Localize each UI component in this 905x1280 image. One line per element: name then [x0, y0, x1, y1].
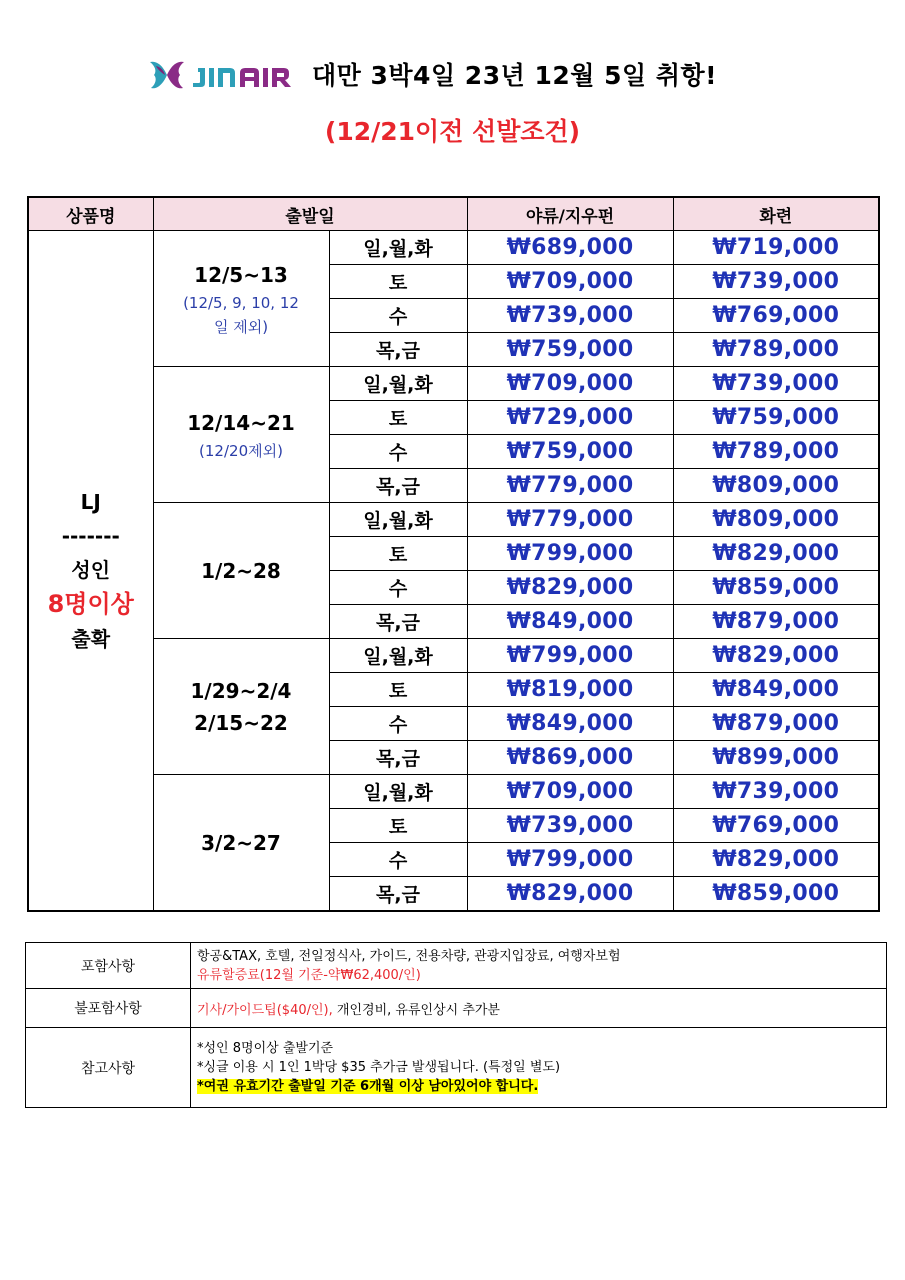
day-cell: 토 — [329, 537, 467, 571]
table-row — [28, 775, 879, 809]
table-row — [28, 639, 879, 673]
period-label: 1/29~2/4 — [190, 678, 292, 703]
period-label: 12/5~13 — [194, 262, 288, 287]
col-header-yehliu: 야류/지우펀 — [467, 197, 673, 231]
included-line-1: 항공&TAX, 호텔, 전일정식사, 가이드, 전용차량, 관광지입장료, 여행자보험 — [197, 948, 621, 964]
day-cell: 일,월,화 — [329, 775, 467, 809]
period-note: (12/5, 9, 10, 12일 제외) — [183, 293, 299, 336]
product-cell — [28, 231, 153, 912]
period-cell — [153, 775, 329, 912]
day-cell: 목,금 — [329, 877, 467, 912]
price-hualien: ₩769,000 — [673, 809, 879, 843]
product-min-pax: 8명이상 — [47, 590, 134, 618]
price-hualien: ₩829,000 — [673, 537, 879, 571]
period-label: 12/14~21 — [187, 410, 295, 435]
price-yehliu: ₩849,000 — [467, 605, 673, 639]
excluded-content — [191, 989, 887, 1028]
day-cell: 수 — [329, 843, 467, 877]
col-header-product: 상품명 — [28, 197, 153, 231]
header — [0, 52, 905, 98]
included-label: 포함사항 — [26, 943, 191, 989]
price-yehliu: ₩829,000 — [467, 571, 673, 605]
col-header-departure: 출발일 — [153, 197, 467, 231]
included-line-2: 유류할증료(12월 기준-약₩62,400/인) — [197, 967, 421, 983]
price-yehliu: ₩689,000 — [467, 231, 673, 265]
col-header-hualien: 화련 — [673, 197, 879, 231]
day-cell: 목,금 — [329, 605, 467, 639]
day-cell: 일,월,화 — [329, 639, 467, 673]
price-yehliu: ₩799,000 — [467, 843, 673, 877]
table-header-row — [28, 197, 879, 231]
product-adult: 성인 — [71, 558, 111, 582]
period-cell — [153, 231, 329, 367]
day-cell: 목,금 — [329, 469, 467, 503]
price-yehliu: ₩709,000 — [467, 367, 673, 401]
excluded-tip: 기사/가이드팁($40/인), — [197, 1002, 333, 1018]
table-row — [28, 367, 879, 401]
period-label: 3/2~27 — [201, 830, 281, 855]
day-cell: 일,월,화 — [329, 231, 467, 265]
price-yehliu: ₩799,000 — [467, 537, 673, 571]
product-code: LJ — [80, 490, 101, 514]
price-hualien: ₩789,000 — [673, 435, 879, 469]
price-yehliu: ₩849,000 — [467, 707, 673, 741]
note-2: *싱글 이용 시 1인 1박당 $35 추가금 발생됩니다. (특정일 별도) — [197, 1060, 561, 1075]
price-yehliu: ₩869,000 — [467, 741, 673, 775]
price-hualien: ₩719,000 — [673, 231, 879, 265]
price-yehliu: ₩709,000 — [467, 775, 673, 809]
price-hualien: ₩739,000 — [673, 265, 879, 299]
price-yehliu: ₩799,000 — [467, 639, 673, 673]
day-cell: 토 — [329, 809, 467, 843]
day-cell: 수 — [329, 435, 467, 469]
note-3-highlight: *여권 유효기간 출발일 기준 6개월 이상 남아있어야 합니다. — [197, 1079, 539, 1094]
included-row — [26, 943, 887, 989]
price-yehliu: ₩779,000 — [467, 503, 673, 537]
price-yehliu: ₩819,000 — [467, 673, 673, 707]
day-cell: 토 — [329, 265, 467, 299]
notes-content — [191, 1028, 887, 1108]
excluded-label: 불포함사항 — [26, 989, 191, 1028]
table-row — [28, 231, 879, 265]
info-table — [25, 942, 887, 1108]
day-cell: 토 — [329, 401, 467, 435]
price-hualien: ₩859,000 — [673, 571, 879, 605]
price-yehliu: ₩829,000 — [467, 877, 673, 912]
day-cell: 일,월,화 — [329, 503, 467, 537]
table-row — [28, 503, 879, 537]
period-cell — [153, 639, 329, 775]
period-label-2: 2/15~22 — [194, 710, 288, 735]
period-label: 1/2~28 — [201, 558, 281, 583]
price-yehliu: ₩759,000 — [467, 435, 673, 469]
day-cell: 수 — [329, 707, 467, 741]
price-yehliu: ₩759,000 — [467, 333, 673, 367]
day-cell: 목,금 — [329, 333, 467, 367]
price-hualien: ₩879,000 — [673, 707, 879, 741]
included-content — [191, 943, 887, 989]
day-cell: 수 — [329, 571, 467, 605]
day-cell: 일,월,화 — [329, 367, 467, 401]
product-confirmed: 출확 — [71, 627, 111, 651]
price-hualien: ₩759,000 — [673, 401, 879, 435]
notes-row — [26, 1028, 887, 1108]
price-yehliu: ₩709,000 — [467, 265, 673, 299]
price-hualien: ₩769,000 — [673, 299, 879, 333]
product-divider: ------- — [61, 524, 120, 548]
price-hualien: ₩789,000 — [673, 333, 879, 367]
price-yehliu: ₩739,000 — [467, 299, 673, 333]
price-yehliu: ₩729,000 — [467, 401, 673, 435]
price-hualien: ₩859,000 — [673, 877, 879, 912]
day-cell: 수 — [329, 299, 467, 333]
note-1: *성인 8명이상 출발기준 — [197, 1041, 334, 1056]
price-table — [27, 196, 880, 912]
period-note: (12/20제외) — [199, 441, 283, 460]
price-hualien: ₩829,000 — [673, 843, 879, 877]
price-hualien: ₩809,000 — [673, 469, 879, 503]
price-hualien: ₩829,000 — [673, 639, 879, 673]
period-cell — [153, 503, 329, 639]
price-yehliu: ₩739,000 — [467, 809, 673, 843]
excluded-rest: 개인경비, 유류인상시 추가분 — [332, 1002, 500, 1018]
price-yehliu: ₩779,000 — [467, 469, 673, 503]
period-cell — [153, 367, 329, 503]
page-title: 대만 3박4일 23년 12월 5일 취항! — [312, 61, 718, 90]
price-hualien: ₩809,000 — [673, 503, 879, 537]
price-hualien: ₩739,000 — [673, 775, 879, 809]
price-hualien: ₩899,000 — [673, 741, 879, 775]
excluded-row — [26, 989, 887, 1028]
page-subtitle: (12/21이전 선발조건) — [324, 117, 581, 146]
price-hualien: ₩739,000 — [673, 367, 879, 401]
price-hualien: ₩849,000 — [673, 673, 879, 707]
price-hualien: ₩879,000 — [673, 605, 879, 639]
day-cell: 목,금 — [329, 741, 467, 775]
day-cell: 토 — [329, 673, 467, 707]
notes-label: 참고사항 — [26, 1028, 191, 1108]
jinair-logo — [148, 58, 306, 92]
